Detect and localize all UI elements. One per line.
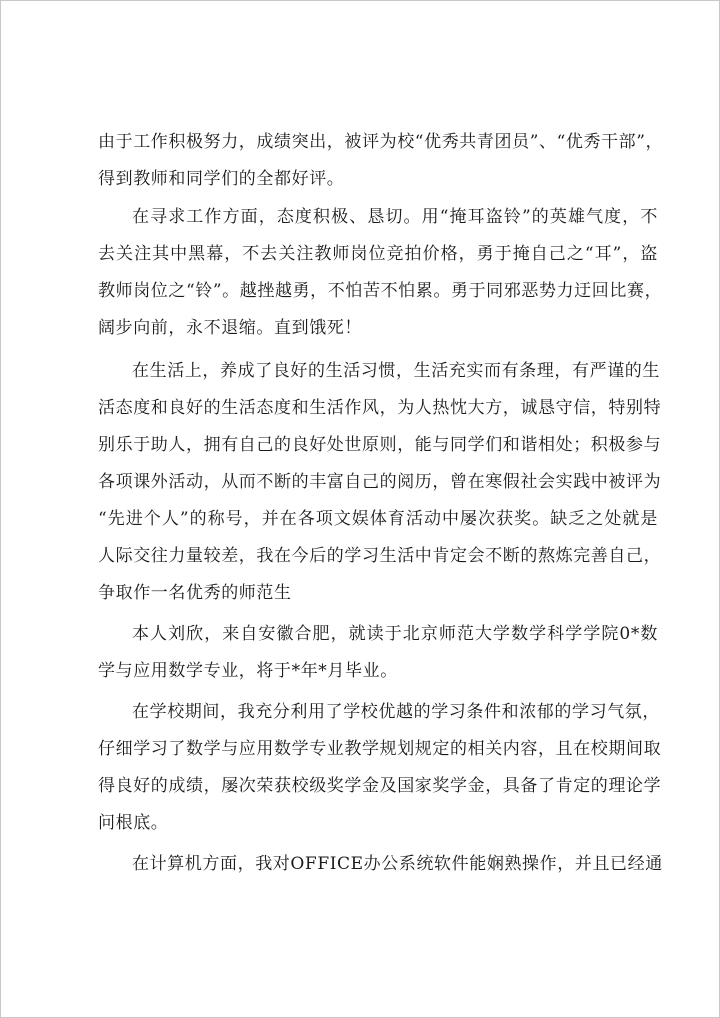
text-line: 问根底。 (98, 813, 169, 833)
text-line: “先进个人”的称号，并在各项文娱体育活动中屡次获奖。缺乏之处就是 (98, 509, 658, 529)
text-line: 活态度和良好的生活态度和生活作风，为人热忱大方，诚恳守信，特别特 (98, 398, 662, 418)
paragraph-first-line: 在生活上，养成了良好的生活习惯，生活充实而有条理，有严谨的生 (132, 361, 660, 381)
paragraph-first-line: 在学校期间，我充分利用了学校优越的学习条件和浓郁的学习气氛， (132, 702, 660, 722)
paragraph-first-line: 在计算机方面，我对OFFICE办公系统软件能娴熟操作，并且已经通 (132, 854, 663, 874)
text-line: 得到教师和同学们的全都好评。 (98, 169, 345, 189)
text-line: 阔步向前，永不退缩。直到饿死！ (98, 318, 362, 338)
text-line: 仔细学习了数学与应用数学专业教学规划规定的相关内容，且在校期间取 (98, 739, 662, 759)
text-line: 教师岗位之“铃”。越挫越勇，不怕苦不怕累。勇于同邪恶势力迂回比赛， (98, 281, 663, 301)
paragraph-first-line: 在寻求工作方面，态度积极、恳切。用“掩耳盗铃”的英雄气度，不 (132, 207, 658, 227)
text-line: 由于工作积极努力，成绩突出，被评为校“优秀共青团员”、“优秀干部”， (98, 132, 664, 152)
text-line: 别乐于助人，拥有自己的良好处世原则，能与同学们和谐相处；积极参与 (98, 435, 662, 455)
text-line: 各项课外活动，从而不断的丰富自己的阅历，曾在寒假社会实践中被评为 (98, 472, 662, 492)
text-line: 学与应用数学专业，将于*年*月毕业。 (98, 661, 398, 681)
text-line: 争取作一名优秀的师范生 (98, 583, 292, 603)
paragraph-first-line: 本人刘欣，来自安徽合肥，就读于北京师范大学数学科学学院0*数 (132, 624, 658, 644)
text-line: 人际交往力量较差，我在今后的学习生活中肯定会不断的熬炼完善自己， (98, 546, 662, 566)
text-line: 去关注其中黑幕，不去关注教师岗位竞拍价格，勇于掩自己之“耳”，盗 (98, 244, 658, 264)
text-line: 得良好的成绩，屡次荣获校级奖学金及国家奖学金，具备了肯定的理论学 (98, 776, 662, 796)
